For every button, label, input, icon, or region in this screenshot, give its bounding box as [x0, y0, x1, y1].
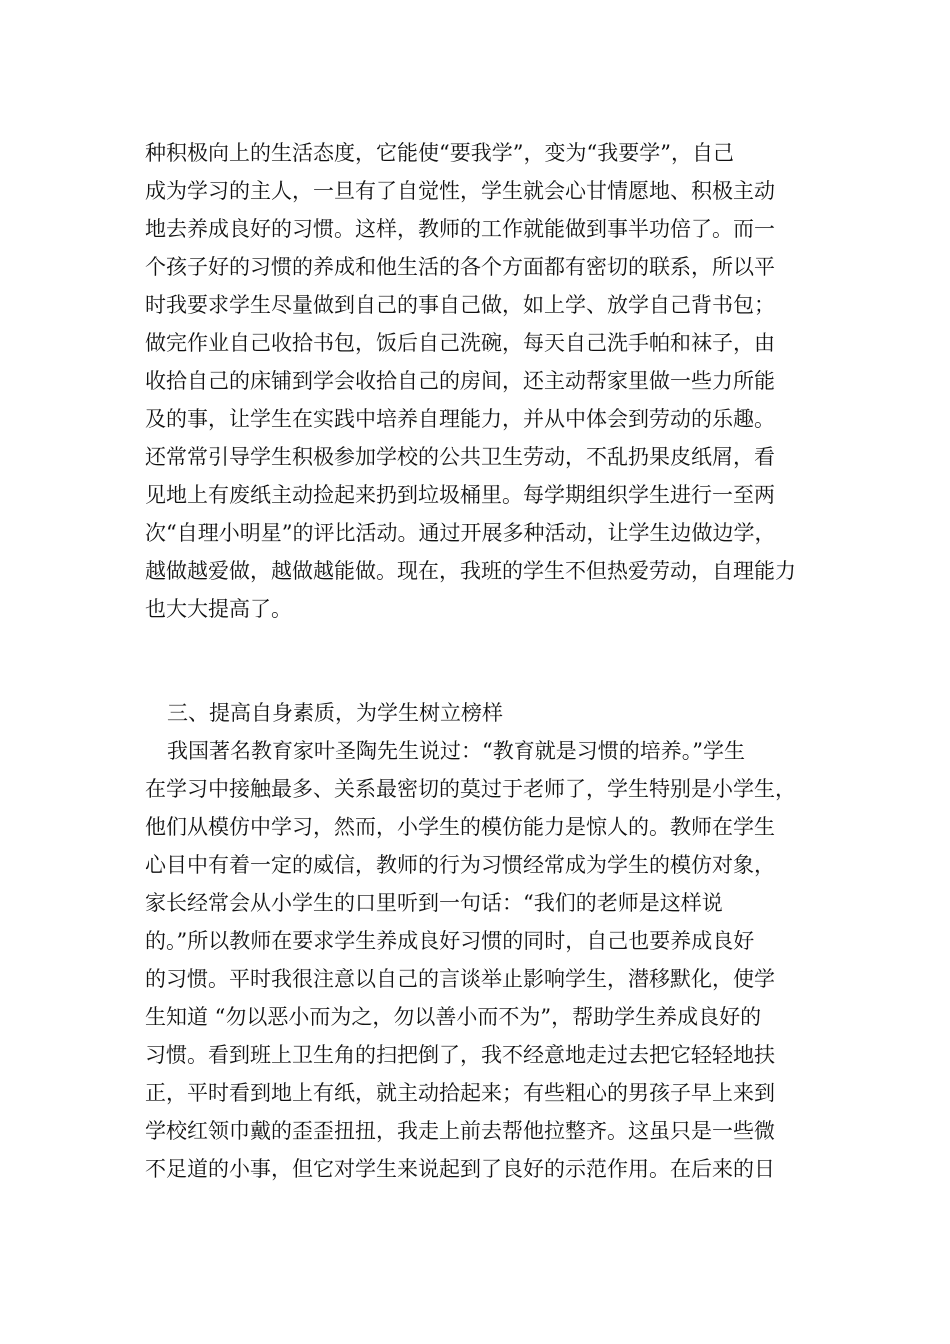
paragraph-1-line: 地去养成良好的习惯。这样，教师的工作就能做到事半功倍了。而一: [145, 217, 775, 241]
paragraph-1-line: 成为学习的主人，一旦有了自觉性，学生就会心甘情愿地、积极主动: [145, 179, 775, 203]
section-3-line: 的习惯。平时我很注意以自己的言谈举止影响学生，潜移默化，使学: [145, 967, 775, 991]
section-heading: 三、提高自身素质，为学生树立榜样: [167, 701, 503, 725]
paragraph-1-line: 见地上有废纸主动捡起来扔到垃圾桶里。每学期组织学生进行一至两: [145, 483, 775, 507]
paragraph-1-line: 种积极向上的生活态度，它能使“要我学”，变为“我要学”，自己: [145, 141, 734, 165]
section-3-line: 不足道的小事，但它对学生来说起到了良好的示范作用。在后来的日: [145, 1157, 775, 1181]
paragraph-1-line: 时我要求学生尽量做到自己的事自己做，如上学、放学自己背书包；: [145, 293, 775, 317]
section-3-line: 家长经常会从小学生的口里听到一句话：“我们的老师是这样说: [145, 891, 723, 915]
section-3-line: 生知道 “勿以恶小而为之，勿以善小而不为”，帮助学生养成良好的: [145, 1005, 762, 1029]
paragraph-1-line: 次“自理小明星”的评比活动。通过开展多种活动，让学生边做边学，: [145, 521, 776, 545]
section-3-line: 正，平时看到地上有纸，就主动拾起来；有些粗心的男孩子早上来到: [145, 1081, 775, 1105]
section-3-line: 习惯。看到班上卫生角的扫把倒了，我不经意地走过去把它轻轻地扶: [145, 1043, 775, 1067]
section-3-line: 心目中有着一定的威信，教师的行为习惯经常成为学生的模仿对象，: [145, 853, 775, 877]
paragraph-1-line: 收拾自己的床铺到学会收拾自己的房间，还主动帮家里做一些力所能: [145, 369, 775, 393]
paragraph-1-line: 也大大提高了。: [145, 597, 292, 621]
section-3-line: 我国著名教育家叶圣陶先生说过：“教育就是习惯的培养。”学生: [167, 739, 745, 763]
paragraph-1-line: 及的事，让学生在实践中培养自理能力，并从中体会到劳动的乐趣。: [145, 407, 775, 431]
section-3-line: 他们从模仿中学习，然而，小学生的模仿能力是惊人的。教师在学生: [145, 815, 775, 839]
section-3-line: 的。”所以教师在要求学生养成良好习惯的同时，自己也要养成良好: [145, 929, 755, 953]
paragraph-1-line: 还常常引导学生积极参加学校的公共卫生劳动，不乱扔果皮纸屑，看: [145, 445, 775, 469]
paragraph-1-line: 越做越爱做，越做越能做。现在，我班的学生不但热爱劳动，自理能力: [145, 559, 796, 583]
paragraph-1-line: 做完作业自己收拾书包，饭后自己洗碗，每天自己洗手帕和袜子，由: [145, 331, 775, 355]
section-3-line: 学校红领巾戴的歪歪扭扭，我走上前去帮他拉整齐。这虽只是一些微: [145, 1119, 775, 1143]
section-3-line: 在学习中接触最多、关系最密切的莫过于老师了，学生特别是小学生，: [145, 777, 796, 801]
paragraph-1-line: 个孩子好的习惯的养成和他生活的各个方面都有密切的联系，所以平: [145, 255, 775, 279]
